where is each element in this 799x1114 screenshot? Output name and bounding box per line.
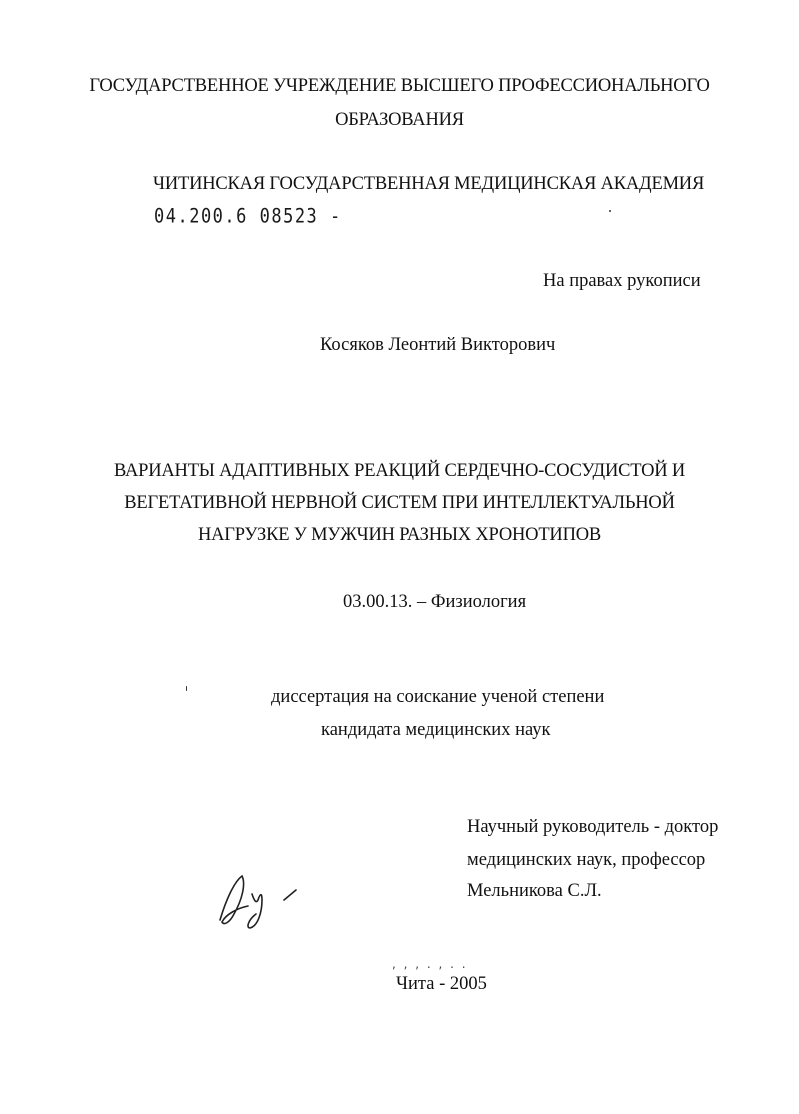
author-name: Косяков Леонтий Викторович <box>320 335 556 355</box>
dissertation-title-line-3: НАГРУЗКЕ У МУЖЧИН РАЗНЫХ ХРОНОТИПОВ <box>197 525 602 545</box>
dissertation-title-line-2: ВЕГЕТАТИВНОЙ НЕРВНОЙ СИСТЕМ ПРИ ИНТЕЛЛЕКТУАЛЬНОЙ <box>124 493 675 513</box>
dissertation-title-line-1: ВАРИАНТЫ АДАПТИВНЫХ РЕАКЦИЙ СЕРДЕЧНО-СОСУДИСТОЙ И <box>113 461 686 481</box>
institution-line-1: ГОСУДАРСТВЕННОЕ УЧРЕЖДЕНИЕ ВЫСШЕГО ПРОФЕССИОНАЛЬНОГО <box>89 76 710 96</box>
academy-name: ЧИТИНСКАЯ ГОСУДАРСТВЕННАЯ МЕДИЦИНСКАЯ АКАДЕМИЯ <box>153 174 705 194</box>
supervisor-name: Мельникова С.Л. <box>467 881 602 901</box>
supervisor-line-1: Научный руководитель - доктор <box>467 817 719 837</box>
stray-mark <box>186 686 187 691</box>
stray-mark <box>609 210 611 212</box>
handwritten-signature <box>212 870 312 932</box>
place-and-year: Чита - 2005 <box>396 974 487 994</box>
manuscript-note: На правах рукописи <box>543 271 701 291</box>
institution-line-2: ОБРАЗОВАНИЯ <box>335 110 464 130</box>
degree-line-1: диссертация на соискание ученой степени <box>271 687 605 707</box>
supervisor-line-2: медицинских наук, профессор <box>467 850 706 870</box>
faint-marks: , , , . , . . <box>392 957 468 971</box>
degree-line-2: кандидата медицинских наук <box>321 720 551 740</box>
registration-stamp: 04.200.6 08523 - <box>154 205 342 228</box>
specialty-code: 03.00.13. – Физиология <box>343 592 527 612</box>
